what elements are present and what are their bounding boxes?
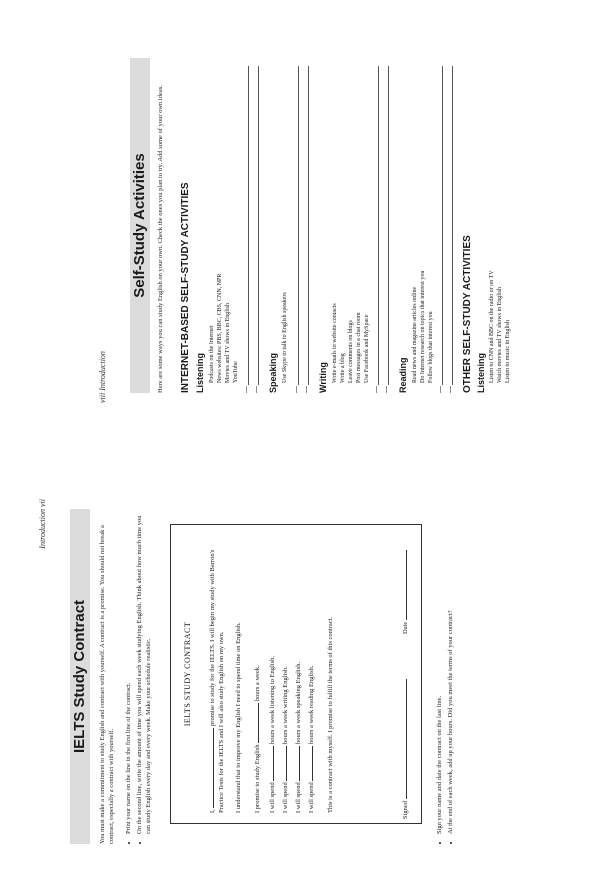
list-item: • Sign your name and date the contract on the last line. (435, 509, 444, 834)
speaking-hours-field[interactable] (299, 746, 300, 781)
date-line (402, 550, 409, 634)
list-item: Leave comments on blogs (348, 320, 354, 383)
contract-line (268, 535, 277, 813)
section-heading: OTHER SELF-STUDY ACTIVITIES (462, 235, 473, 393)
date-field[interactable] (406, 550, 407, 620)
contract-text: hours a week listening to English. (269, 655, 276, 745)
list-item: Movies and TV shows in English (225, 303, 231, 383)
name-field[interactable] (213, 728, 214, 808)
activity-list (331, 68, 371, 383)
list-item: Listen to music in English (505, 320, 511, 383)
blank-activity-line[interactable] (452, 66, 453, 385)
activity-list (281, 68, 289, 383)
subsection-heading: Listening (476, 353, 486, 393)
contract-text: promise to study for the IELTS. I will begin my study with Barron's Practice Tests for the IELTS and I will also study English on my own. (209, 549, 225, 813)
section-heading: INTERNET-BASED SELF-STUDY ACTIVITIES (180, 182, 191, 393)
signature-field[interactable] (406, 679, 407, 799)
contract-line (253, 535, 262, 813)
blank-activity-line[interactable] (248, 66, 249, 385)
contract-title: IELTS STUDY CONTRACT (183, 621, 192, 727)
page-title: Self-Study Activities (130, 58, 150, 393)
list-item: • Print your name on the line in the first line of the contract. (124, 509, 133, 834)
contract-text: I will spend (269, 782, 276, 813)
contract-line (294, 535, 303, 813)
blank-activity-line[interactable] (442, 66, 443, 385)
contract-text: I will spend (282, 782, 289, 813)
left-page (30, 469, 600, 884)
list-item: Follow blogs that interest you (428, 311, 434, 383)
contract-closing: This is a contract with myself. I promise to fulfill the terms of this contract. (327, 616, 334, 813)
contract-text: I, (209, 809, 216, 813)
contract-text: hours a week writing English. (282, 666, 289, 745)
contract-line: I understand that to improve my English I need to spend time on English. (235, 622, 242, 813)
list-item: Watch movies and TV shows in English (497, 287, 503, 383)
activity-list (208, 68, 240, 383)
instruction-list (435, 509, 455, 844)
list-item: Listen to CNN and BBC on the radio or on TV (489, 270, 495, 383)
list-item: Read news and magazine articles online (412, 286, 418, 383)
list-item: Use Skype to talk to English speakers (282, 292, 288, 383)
page-title: IELTS Study Contract (70, 509, 90, 844)
contract-text: I promise to study English (254, 744, 261, 813)
blank-activity-line[interactable] (378, 66, 379, 385)
subsection-heading: Reading (398, 357, 408, 393)
list-item: YouTube (233, 361, 239, 383)
blank-activity-line[interactable] (308, 66, 309, 385)
activity-list (488, 68, 512, 383)
list-item: Write e-mails to website contacts (332, 303, 338, 383)
right-page (90, 18, 600, 433)
list-item: News websites: PBS, BBC, CBS, CNN, NPR (217, 273, 223, 383)
contract-text: I will spend (295, 782, 302, 813)
list-item: • At the end of each week, add up your hours. Did you meet the terms of your contract? (446, 509, 455, 834)
writing-hours-field[interactable] (286, 746, 287, 781)
running-head: Introduction vii (38, 499, 47, 549)
subsection-heading: Listening (195, 353, 205, 393)
signature-line (402, 679, 409, 819)
instruction-list (124, 509, 153, 844)
activity-list (411, 68, 435, 383)
blank-activity-line[interactable] (258, 66, 259, 385)
intro-paragraph (98, 509, 155, 844)
listening-hours-field[interactable] (273, 746, 274, 781)
date-label: Date (402, 621, 409, 634)
list-item: Write a blog (340, 353, 346, 383)
hours-field[interactable] (258, 703, 259, 743)
intro-text: You must make a commitment to study English and contract with yourself. A contract is a promise. You should not break a contract, especially a contract with yourself. (99, 525, 115, 844)
signed-label: Signed (402, 800, 409, 819)
intro-paragraph: Here are some ways you can study English on your own. Check the ones you plan to try. Add some of your own ideas. (157, 85, 164, 393)
list-item: Do Internet research on topics that interest you (420, 270, 426, 383)
list-item: • On the second line, write the amount of time you will spend each week studying English. Think about how much time you can study English every day and every week. Make your schedule realistic. (135, 509, 153, 834)
blank-activity-line[interactable] (298, 66, 299, 385)
contract-text: hours a week reading English. (308, 665, 315, 745)
contract-text: I will spend (308, 782, 315, 813)
subsection-heading: Speaking (268, 352, 278, 393)
study-contract (170, 524, 422, 824)
contract-line (281, 535, 290, 813)
contract-line (208, 535, 226, 813)
contract-text: hours a week speaking English. (295, 661, 302, 745)
closing-instructions (435, 509, 457, 844)
list-item: Post messages in a chat room (356, 312, 362, 383)
subsection-heading: Writing (318, 362, 328, 393)
list-item: Podcasts on the Internet (209, 325, 215, 383)
contract-text: hours a week. (254, 665, 261, 702)
contract-line (307, 535, 316, 813)
running-head: viii Introduction (98, 351, 107, 403)
blank-activity-line[interactable] (388, 66, 389, 385)
reading-hours-field[interactable] (312, 746, 313, 781)
list-item: Use Facebook and MySpace (364, 314, 370, 383)
